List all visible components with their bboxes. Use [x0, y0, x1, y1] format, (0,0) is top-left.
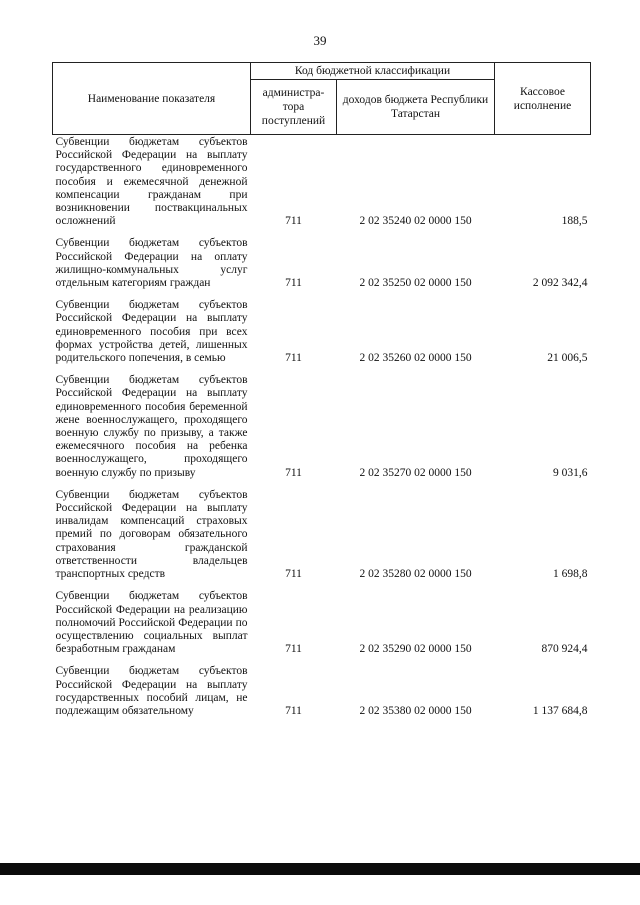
execution-amount-cell: 1 137 684,8	[532, 704, 588, 717]
administrator-code-cell: 711	[285, 643, 302, 656]
scan-bottom-border	[0, 863, 640, 875]
administrator-code-cell: 711	[285, 704, 302, 717]
table-row	[53, 290, 591, 365]
indicator-name-cell: Субвенции бюджетам субъектов Российской Федерации на выплату государственных пособий лицам, не подлежащим обязательному	[55, 665, 248, 717]
table-header	[53, 63, 591, 135]
administrator-code-cell: 711	[285, 277, 302, 290]
execution-amount-cell: 870 924,4	[541, 643, 588, 656]
header-name: Наименование показателя	[53, 63, 251, 135]
income-code-cell: 2 02 35250 02 0000 150	[359, 277, 472, 290]
indicator-name-cell: Субвенции бюджетам субъектов Российской Федерации на выплату единовременного пособия при всех формах устройства детей, лишенных родительского попечения, в семью	[55, 299, 248, 365]
income-code-cell: 2 02 35380 02 0000 150	[359, 704, 472, 717]
administrator-code-cell: 711	[285, 215, 302, 228]
table-row	[53, 656, 591, 718]
indicator-name-cell: Субвенции бюджетам субъектов Российской Федерации на выплату государственного единовременного пособия и ежемесячной денежной компенсации гражданам при возникновении поствакцинальных осложнений	[55, 136, 248, 228]
table-row	[53, 365, 591, 480]
execution-amount-cell: 2 092 342,4	[532, 277, 588, 290]
execution-amount-cell: 21 006,5	[547, 352, 588, 365]
table-row	[53, 480, 591, 581]
indicator-name-cell: Субвенции бюджетам субъектов Российской Федерации на выплату единовременного пособия беременной жене военнослужащего, проходящего военную службу по призыву, а также ежемесячного пособия на ребенка военнослужащего, проходящего военную службу по призыву	[55, 374, 248, 479]
header-execution: Кассовое исполнение	[495, 63, 591, 135]
execution-amount-cell: 1 698,8	[553, 568, 588, 581]
income-code-cell: 2 02 35240 02 0000 150	[359, 215, 472, 228]
administrator-code-cell: 711	[285, 466, 302, 479]
execution-amount-cell: 188,5	[561, 215, 588, 228]
income-code-cell: 2 02 35290 02 0000 150	[359, 643, 472, 656]
table-body	[53, 135, 591, 719]
indicator-name-cell: Субвенции бюджетам субъектов Российской Федерации на реализацию полномочий Российской Федерации по осуществлению социальных выплат безработным гражданам	[55, 590, 248, 656]
administrator-code-cell: 711	[285, 352, 302, 365]
header-income: доходов бюджета Республики Татарстан	[337, 80, 495, 135]
income-code-cell: 2 02 35270 02 0000 150	[359, 466, 472, 479]
header-classification: Код бюджетной классификации	[251, 63, 495, 80]
indicator-name-cell: Субвенции бюджетам субъектов Российской Федерации на выплату инвалидам компенсаций страховых премий по договорам обязательного страхования гражданской ответственности владельцев транспортных средств	[55, 488, 248, 581]
table-row	[53, 581, 591, 656]
page-number: 39	[313, 33, 327, 48]
income-code-cell: 2 02 35280 02 0000 150	[359, 568, 472, 581]
table-row	[53, 228, 591, 290]
indicator-name-cell: Субвенции бюджетам субъектов Российской Федерации на оплату жилищно-коммунальных услуг отдельным категориям граждан	[55, 237, 248, 290]
table-row	[53, 135, 591, 229]
header-administrator: администра-тора поступлений	[251, 80, 337, 135]
income-code-cell: 2 02 35260 02 0000 150	[359, 352, 472, 365]
execution-amount-cell: 9 031,6	[553, 466, 588, 479]
administrator-code-cell: 711	[285, 568, 302, 581]
budget-report-table	[52, 62, 591, 718]
